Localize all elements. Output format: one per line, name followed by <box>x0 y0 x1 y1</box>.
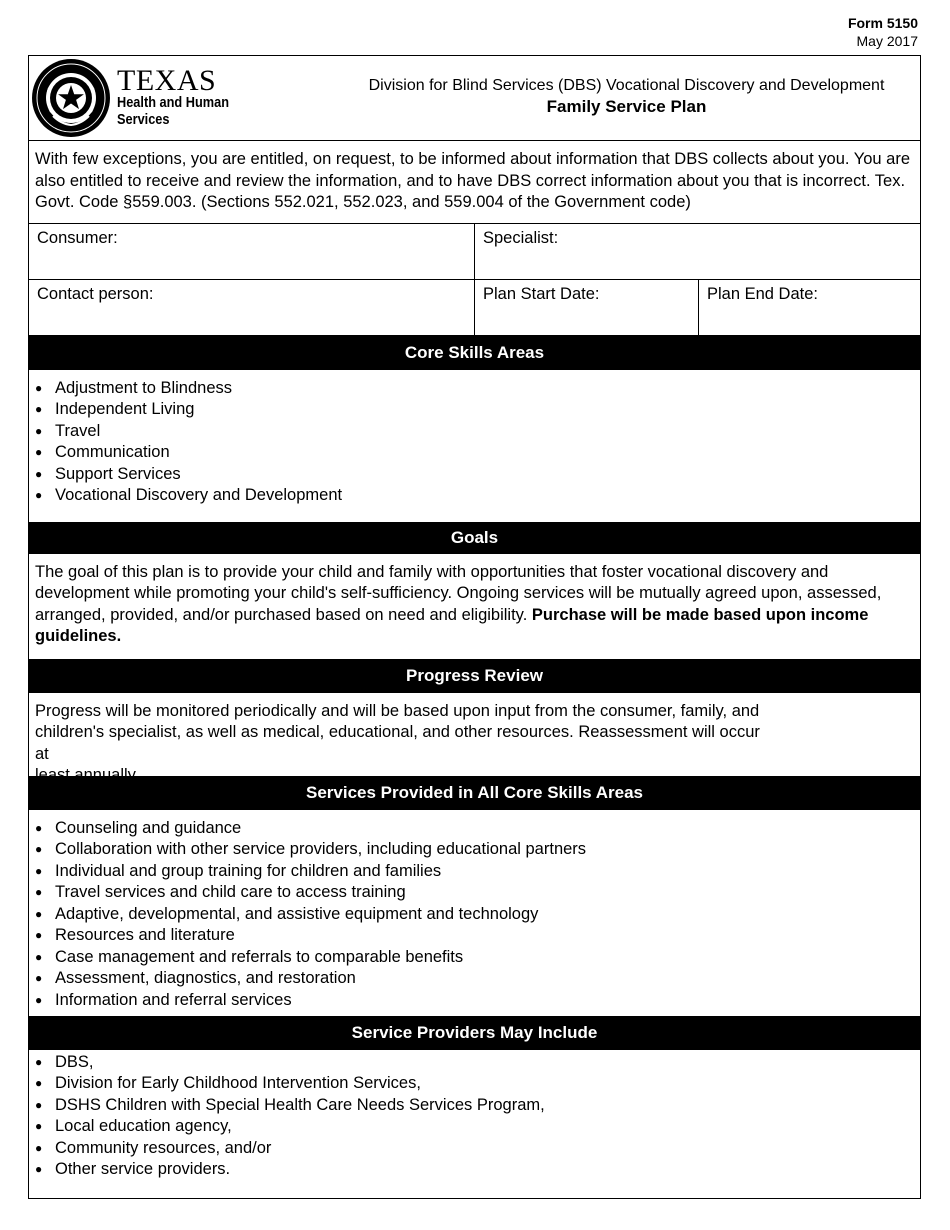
bullet-icon: ● <box>35 402 43 416</box>
form-title: Family Service Plan <box>546 97 707 116</box>
agency-name <box>117 64 244 129</box>
bullet-icon: ● <box>35 906 43 921</box>
list-item: ● Division for Early Childhood Intervention Services, <box>35 1073 914 1095</box>
bullet-icon: ● <box>35 1054 43 1069</box>
form-date: May 2017 <box>856 33 918 49</box>
list-item: ● Counseling and guidance <box>35 818 914 840</box>
list-item: ● DBS, <box>35 1052 914 1074</box>
list-item: ● Travel <box>35 421 914 443</box>
bullet-icon: ● <box>35 928 43 942</box>
list-item: ● Case management and referrals to comparable benefits <box>35 947 914 969</box>
goals-body: The goal of this plan is to provide your child and family with opportunities that foster vocational discovery and development while promoting your child's self-sufficiency. Ongoing services will be mutually agreed upon, assessed, arranged, provided, and/or purchased based on need and eligibility. <box>35 562 882 624</box>
list-item: ● Collaboration with other service providers, including educational partners <box>35 839 914 861</box>
progress-review-text <box>29 693 920 784</box>
division-title: Division for Blind Services (DBS) Vocational Discovery and Development <box>368 77 885 94</box>
consumer-row <box>29 224 920 280</box>
plan-end-date-label: Plan End Date: <box>707 284 818 303</box>
providers-header: Service Providers May Include <box>29 1016 920 1050</box>
list-item: ● Adaptive, developmental, and assistive equipment and technology <box>35 904 914 926</box>
texas-seal-icon <box>31 58 111 138</box>
specialist-field[interactable] <box>475 224 920 279</box>
list-item: ● Resources and literature <box>35 925 914 947</box>
list-item: ● Vocational Discovery and Development <box>35 485 914 507</box>
bullet-icon: ● <box>35 863 43 878</box>
providers-list <box>29 1050 920 1181</box>
privacy-notice: With few exceptions, you are entitled, on request, to be informed about information that DBS collects about you. You are also entitled to receive and review the information, and to have DBS correct information about you that is incorrect. Tex. Govt. Code §559.003. (Sections 552.021, 552.023, and 559.004 of the Government code) <box>29 141 920 224</box>
contact-person-label: Contact person: <box>37 284 154 303</box>
plan-end-date-field[interactable] <box>699 280 920 335</box>
specialist-label: Specialist: <box>483 228 559 247</box>
core-skills-list <box>29 370 920 522</box>
plan-start-date-field[interactable] <box>475 280 699 335</box>
list-item: ● Other service providers. <box>35 1159 914 1181</box>
agency-line-2: Health and Human <box>117 95 230 111</box>
services-header: Services Provided in All Core Skills Areas <box>29 776 920 810</box>
bullet-icon: ● <box>35 842 43 856</box>
list-item: ● Individual and group training for children and families <box>35 861 914 883</box>
bullet-icon: ● <box>35 949 43 964</box>
bullet-icon: ● <box>35 1162 43 1176</box>
progress-review-line-2: least annually. <box>35 766 140 784</box>
list-item: ● Assessment, diagnostics, and restoration <box>35 968 914 990</box>
list-item: ● Local education agency, <box>35 1116 914 1138</box>
bullet-icon: ● <box>35 820 43 835</box>
progress-review-line-1: Progress will be monitored periodically and will be based upon input from the consumer, family, and children's specialist, as well as medical, educational, and other resources. Reassessment will occur at <box>35 701 760 763</box>
plan-start-date-label: Plan Start Date: <box>483 284 600 303</box>
bullet-icon: ● <box>35 488 43 502</box>
contact-person-field[interactable] <box>29 280 475 335</box>
bullet-icon: ● <box>35 1076 43 1090</box>
bullet-icon: ● <box>35 1119 43 1133</box>
consumer-field[interactable] <box>29 224 475 279</box>
bullet-icon: ● <box>35 380 43 395</box>
list-item: ● Independent Living <box>35 399 914 421</box>
list-item: ● Travel services and child care to access training <box>35 882 914 904</box>
bullet-icon: ● <box>35 1097 43 1112</box>
bullet-icon: ● <box>35 885 43 899</box>
list-item: ● Adjustment to Blindness <box>35 378 914 400</box>
form-frame <box>28 55 921 1199</box>
services-list <box>29 810 920 1016</box>
core-skills-header: Core Skills Areas <box>29 336 920 370</box>
bullet-icon: ● <box>35 466 43 481</box>
consumer-label: Consumer: <box>37 228 118 247</box>
goals-header: Goals <box>29 522 920 554</box>
goals-text <box>29 554 920 659</box>
bullet-icon: ● <box>35 445 43 459</box>
form-number: Form 5150 <box>847 15 918 31</box>
goals-bold-note: Purchase will be made based upon income guidelines. <box>35 605 869 645</box>
bullet-icon: ● <box>35 971 43 985</box>
list-item: ● Communication <box>35 442 914 464</box>
list-item: ● Community resources, and/or <box>35 1138 914 1160</box>
progress-review-header: Progress Review <box>29 659 920 693</box>
bullet-icon: ● <box>35 992 43 1007</box>
bullet-icon: ● <box>35 1140 43 1155</box>
contact-row <box>29 280 920 336</box>
list-item: ● Support Services <box>35 464 914 486</box>
bullet-icon: ● <box>35 423 43 438</box>
form-number-block <box>848 14 918 50</box>
form-titles <box>349 76 904 118</box>
agency-line-3: Services <box>117 112 170 128</box>
hhs-logo <box>31 58 244 138</box>
agency-line-1: TEXAS <box>117 64 217 97</box>
form-header <box>29 56 920 141</box>
list-item: ● DSHS Children with Special Health Care Needs Services Program, <box>35 1095 914 1117</box>
list-item: ● Information and referral services <box>35 990 914 1012</box>
